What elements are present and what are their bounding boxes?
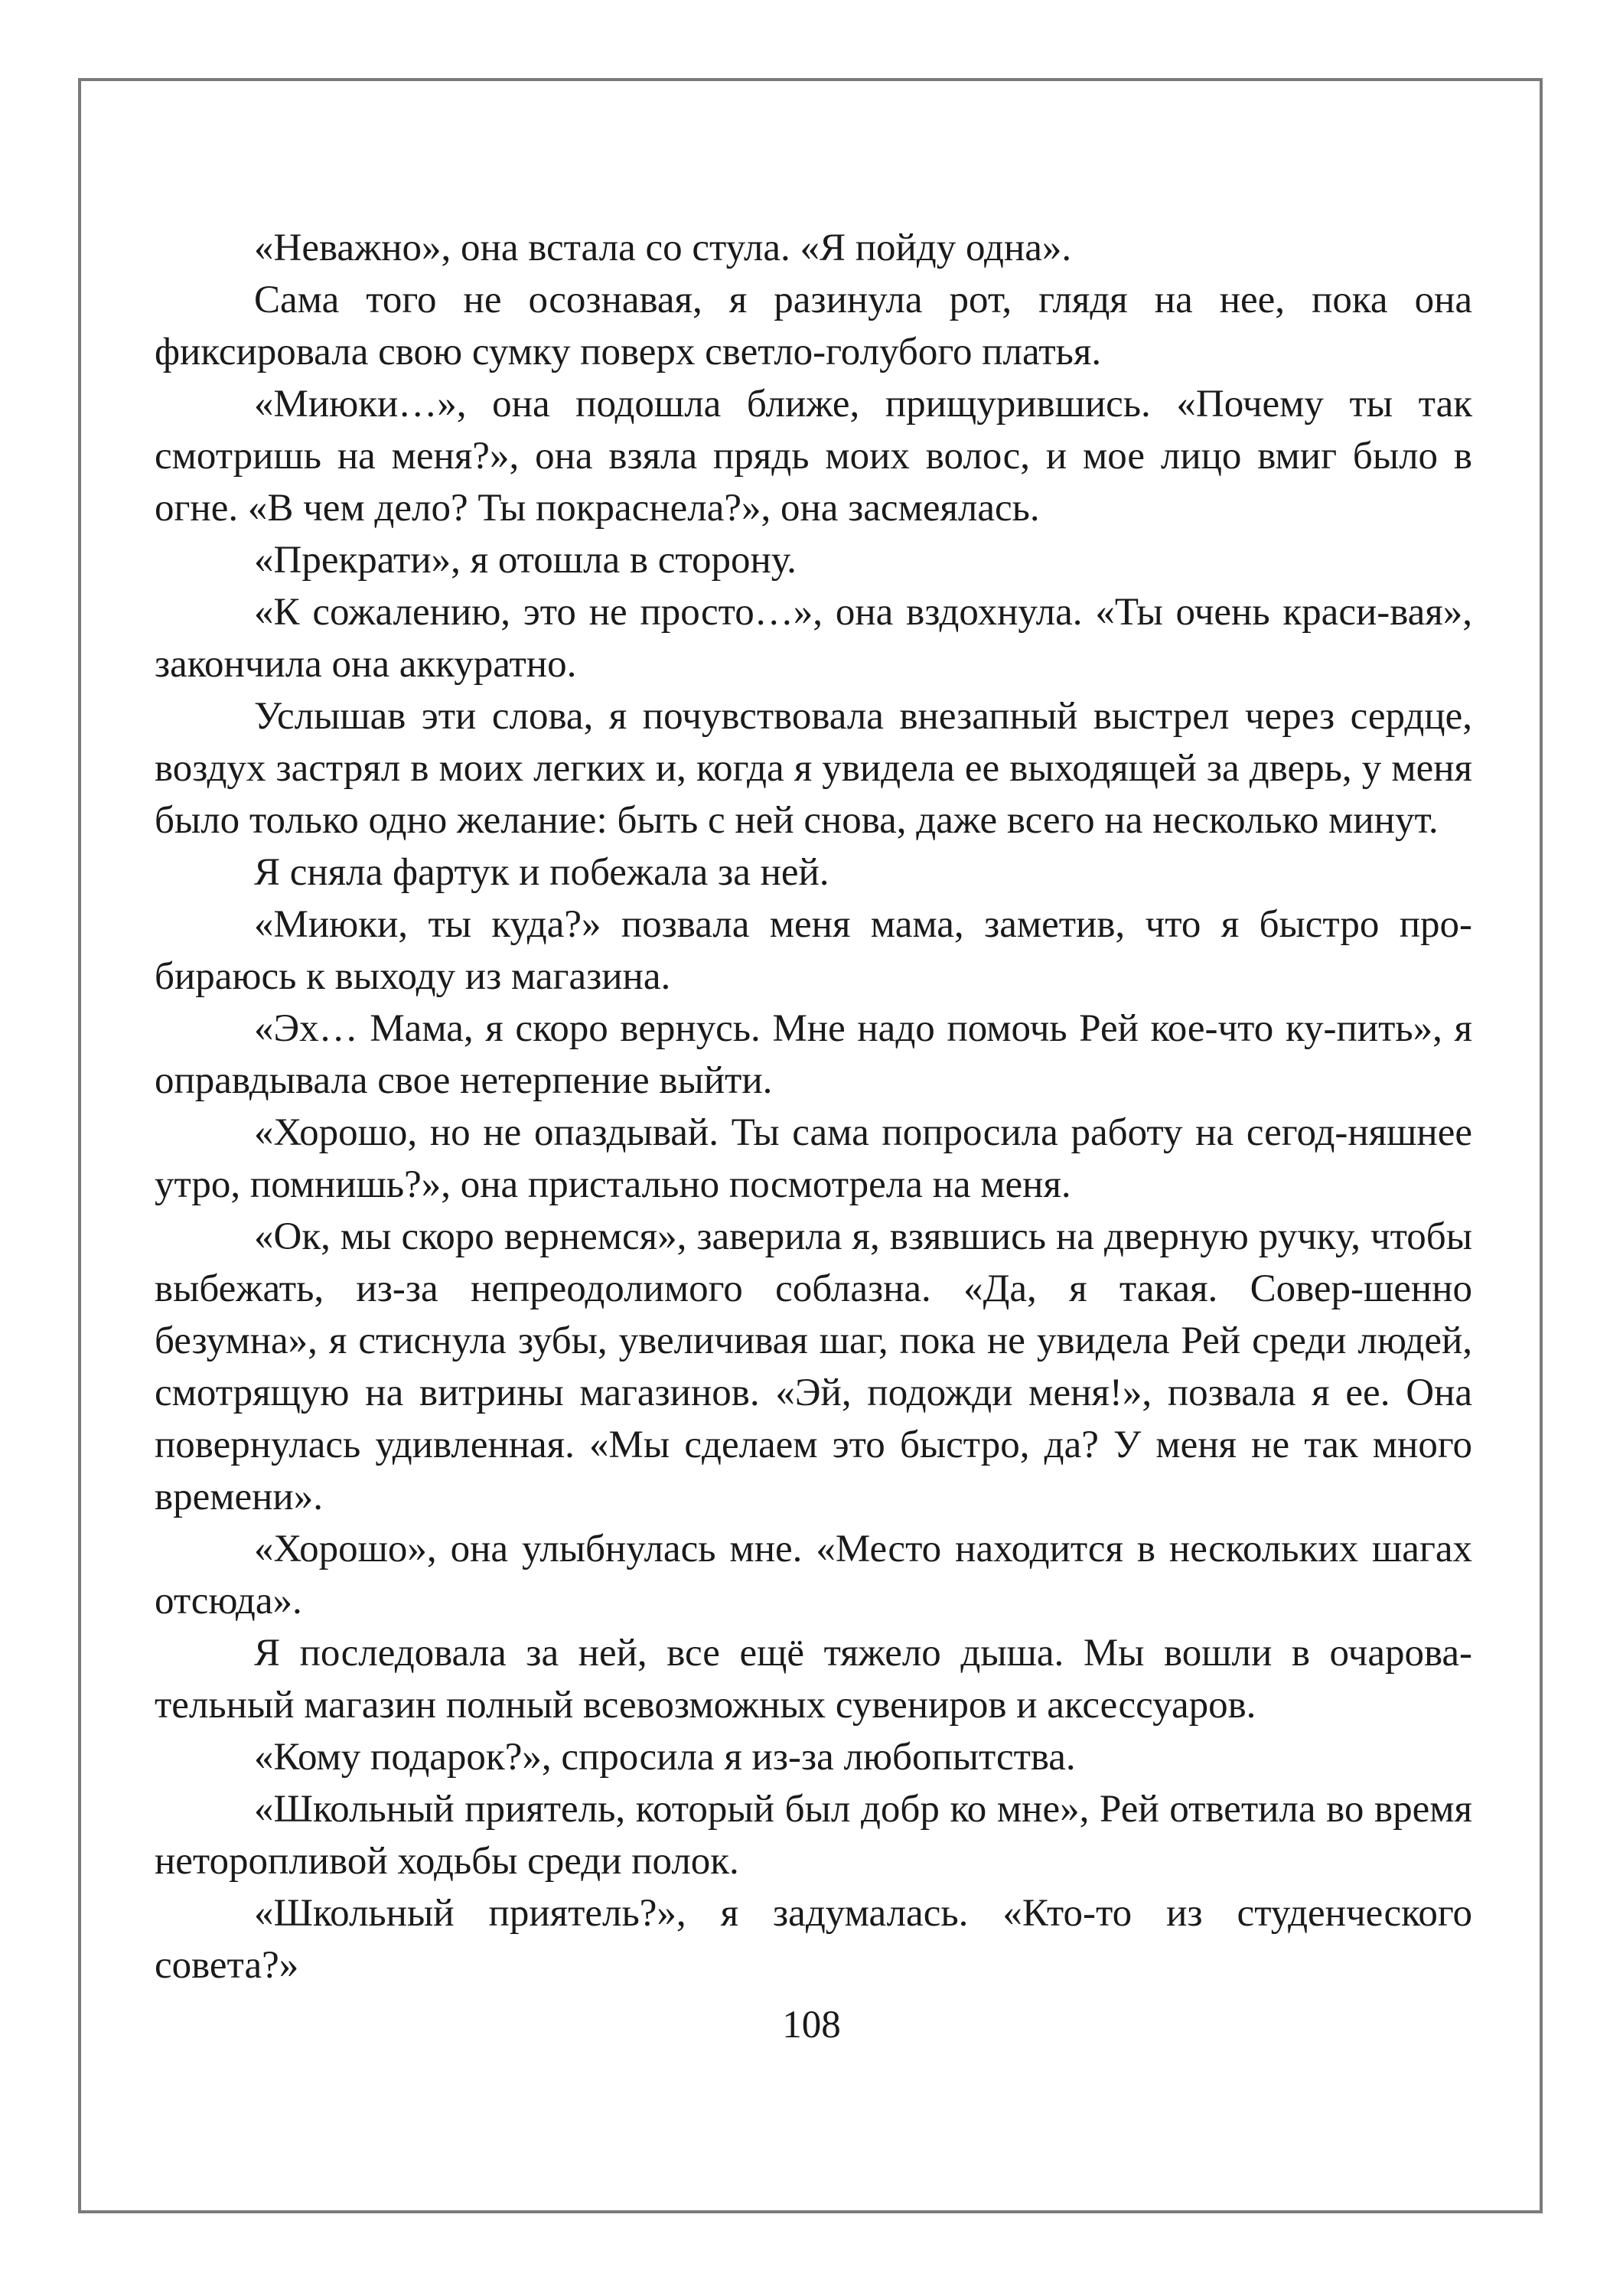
paragraph: Услышав эти слова, я почувствовала внезапный выстрел через сердце, воздух застрял в моих легких и, когда я увидела ее выходящей за дверь, у меня было только одно желание: быть с ней снова, даже всего на несколько минут. <box>155 695 1472 842</box>
paragraph: «Миюки, ты куда?» позвала меня мама, заметив, что я быстро про-бираюсь к выходу из магазина. <box>155 903 1472 998</box>
paragraph: «Неважно», она встала со стула. «Я пойду одна». <box>254 227 1072 269</box>
paragraph: «Школьный приятель?», я задумалась. «Кто-то из студенческого совета?» <box>155 1892 1472 1987</box>
paragraph: «Ок, мы скоро вернемся», заверила я, взявшись на дверную ручку, чтобы выбежать, из-за непреодолимого соблазна. «Да, я такая. Совер-шенно безумна», я стиснула зубы, увеличивая шаг, пока не увидела Рей среди людей, смотрящую на витрины магазинов. «Эй, подожди меня!», позвала я ее. Она повернулась удивленная. «Мы сделаем это быстро, да? У меня не так много времени». <box>155 1215 1472 1518</box>
paragraph: «Хорошо», она улыбнулась мне. «Место находится в нескольких шагах отсюда». <box>155 1528 1472 1623</box>
paragraph: «Кому подарок?», спросила я из-за любопытства. <box>254 1736 1076 1779</box>
paragraph: «Школьный приятель, который был добр ко мне», Рей ответила во время неторопливой ходьбы среди полок. <box>155 1788 1472 1883</box>
paragraph: «Прекрати», я отошла в сторону. <box>254 539 797 582</box>
paragraph: «К сожалению, это не просто…», она вздохнула. «Ты очень краси-вая», закончила она аккуратно. <box>155 591 1472 686</box>
paragraph: «Миюки…», она подошла ближе, прищурившись. «Почему ты так смотришь на меня?», она взяла прядь моих волос, и мое лицо вмиг было в огне. «В чем дело? Ты покраснела?», она засмеялась. <box>155 383 1472 530</box>
paragraph: Сама того не осознавая, я разинула рот, глядя на нее, пока она фиксировала свою сумку поверх светло-голубого платья. <box>155 279 1472 373</box>
paragraph: Я сняла фартук и побежала за ней. <box>254 851 829 894</box>
page-number: 108 <box>782 2004 841 2047</box>
paragraph: «Хорошо, но не опаздывай. Ты сама попросила работу на сегод-няшнее утро, помнишь?», она пристально посмотрела на меня. <box>155 1111 1472 1206</box>
body-text <box>155 222 1472 1991</box>
paragraph: «Эх… Мама, я скоро вернусь. Мне надо помочь Рей кое-что ку-пить», я оправдывала свое нетерпение выйти. <box>155 1007 1472 1102</box>
paragraph: Я последовала за ней, все ещё тяжело дыша. Мы вошли в очарова-тельный магазин полный всевозможных сувениров и аксессуаров. <box>155 1632 1472 1727</box>
